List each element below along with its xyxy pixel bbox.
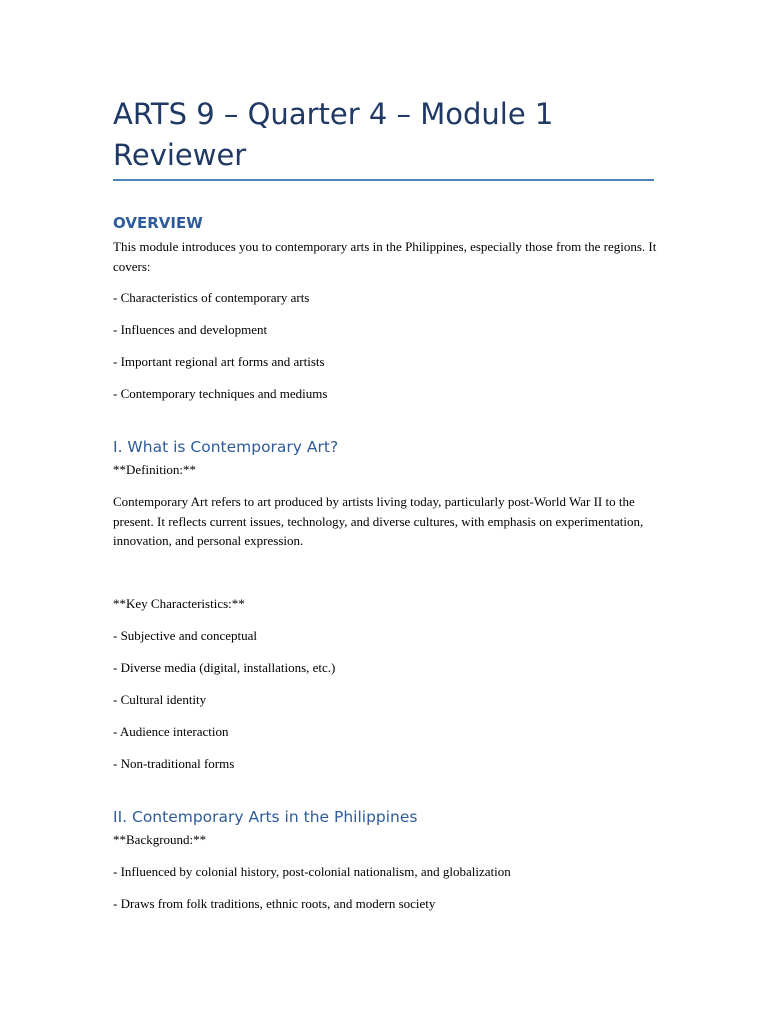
background-label: **Background:**	[113, 832, 207, 847]
definition-label: **Definition:**	[113, 462, 197, 477]
title-underline	[113, 179, 654, 181]
key-characteristics-label: **Key Characteristics:**	[113, 596, 245, 611]
overview-item-4: - Contemporary techniques and mediums	[113, 386, 328, 401]
characteristic-item-2: - Diverse media (digital, installations, etc.)	[113, 660, 336, 675]
definition-text: Contemporary Art refers to art produced by artists living today, particularly post-World War II to the present. It reflects current issues, technology, and diverse cultures, with emphasis on experimentation, innovation, and personal expression.	[113, 494, 644, 548]
characteristic-item-3: - Cultural identity	[113, 692, 207, 707]
overview-item-3: - Important regional art forms and artists	[113, 354, 325, 369]
background-item-2: - Draws from folk traditions, ethnic roots, and modern society	[113, 896, 436, 911]
overview-item-2: - Influences and development	[113, 322, 268, 337]
overview-item-1: - Characteristics of contemporary arts	[113, 290, 310, 305]
section-2-heading: II. Contemporary Arts in the Philippines	[113, 808, 418, 826]
characteristic-item-5: - Non-traditional forms	[113, 756, 235, 771]
background-item-1: - Influenced by colonial history, post-colonial nationalism, and globalization	[113, 864, 511, 879]
section-1-heading: I. What is Contemporary Art?	[113, 438, 339, 456]
characteristic-item-4: - Audience interaction	[113, 724, 229, 739]
document-title: ARTS 9 – Quarter 4 – Module 1 Reviewer	[113, 97, 554, 172]
characteristic-item-1: - Subjective and conceptual	[113, 628, 258, 643]
overview-heading: OVERVIEW	[113, 214, 203, 232]
overview-intro: This module introduces you to contemporary arts in the Philippines, especially those from the regions. It covers:	[113, 239, 657, 274]
